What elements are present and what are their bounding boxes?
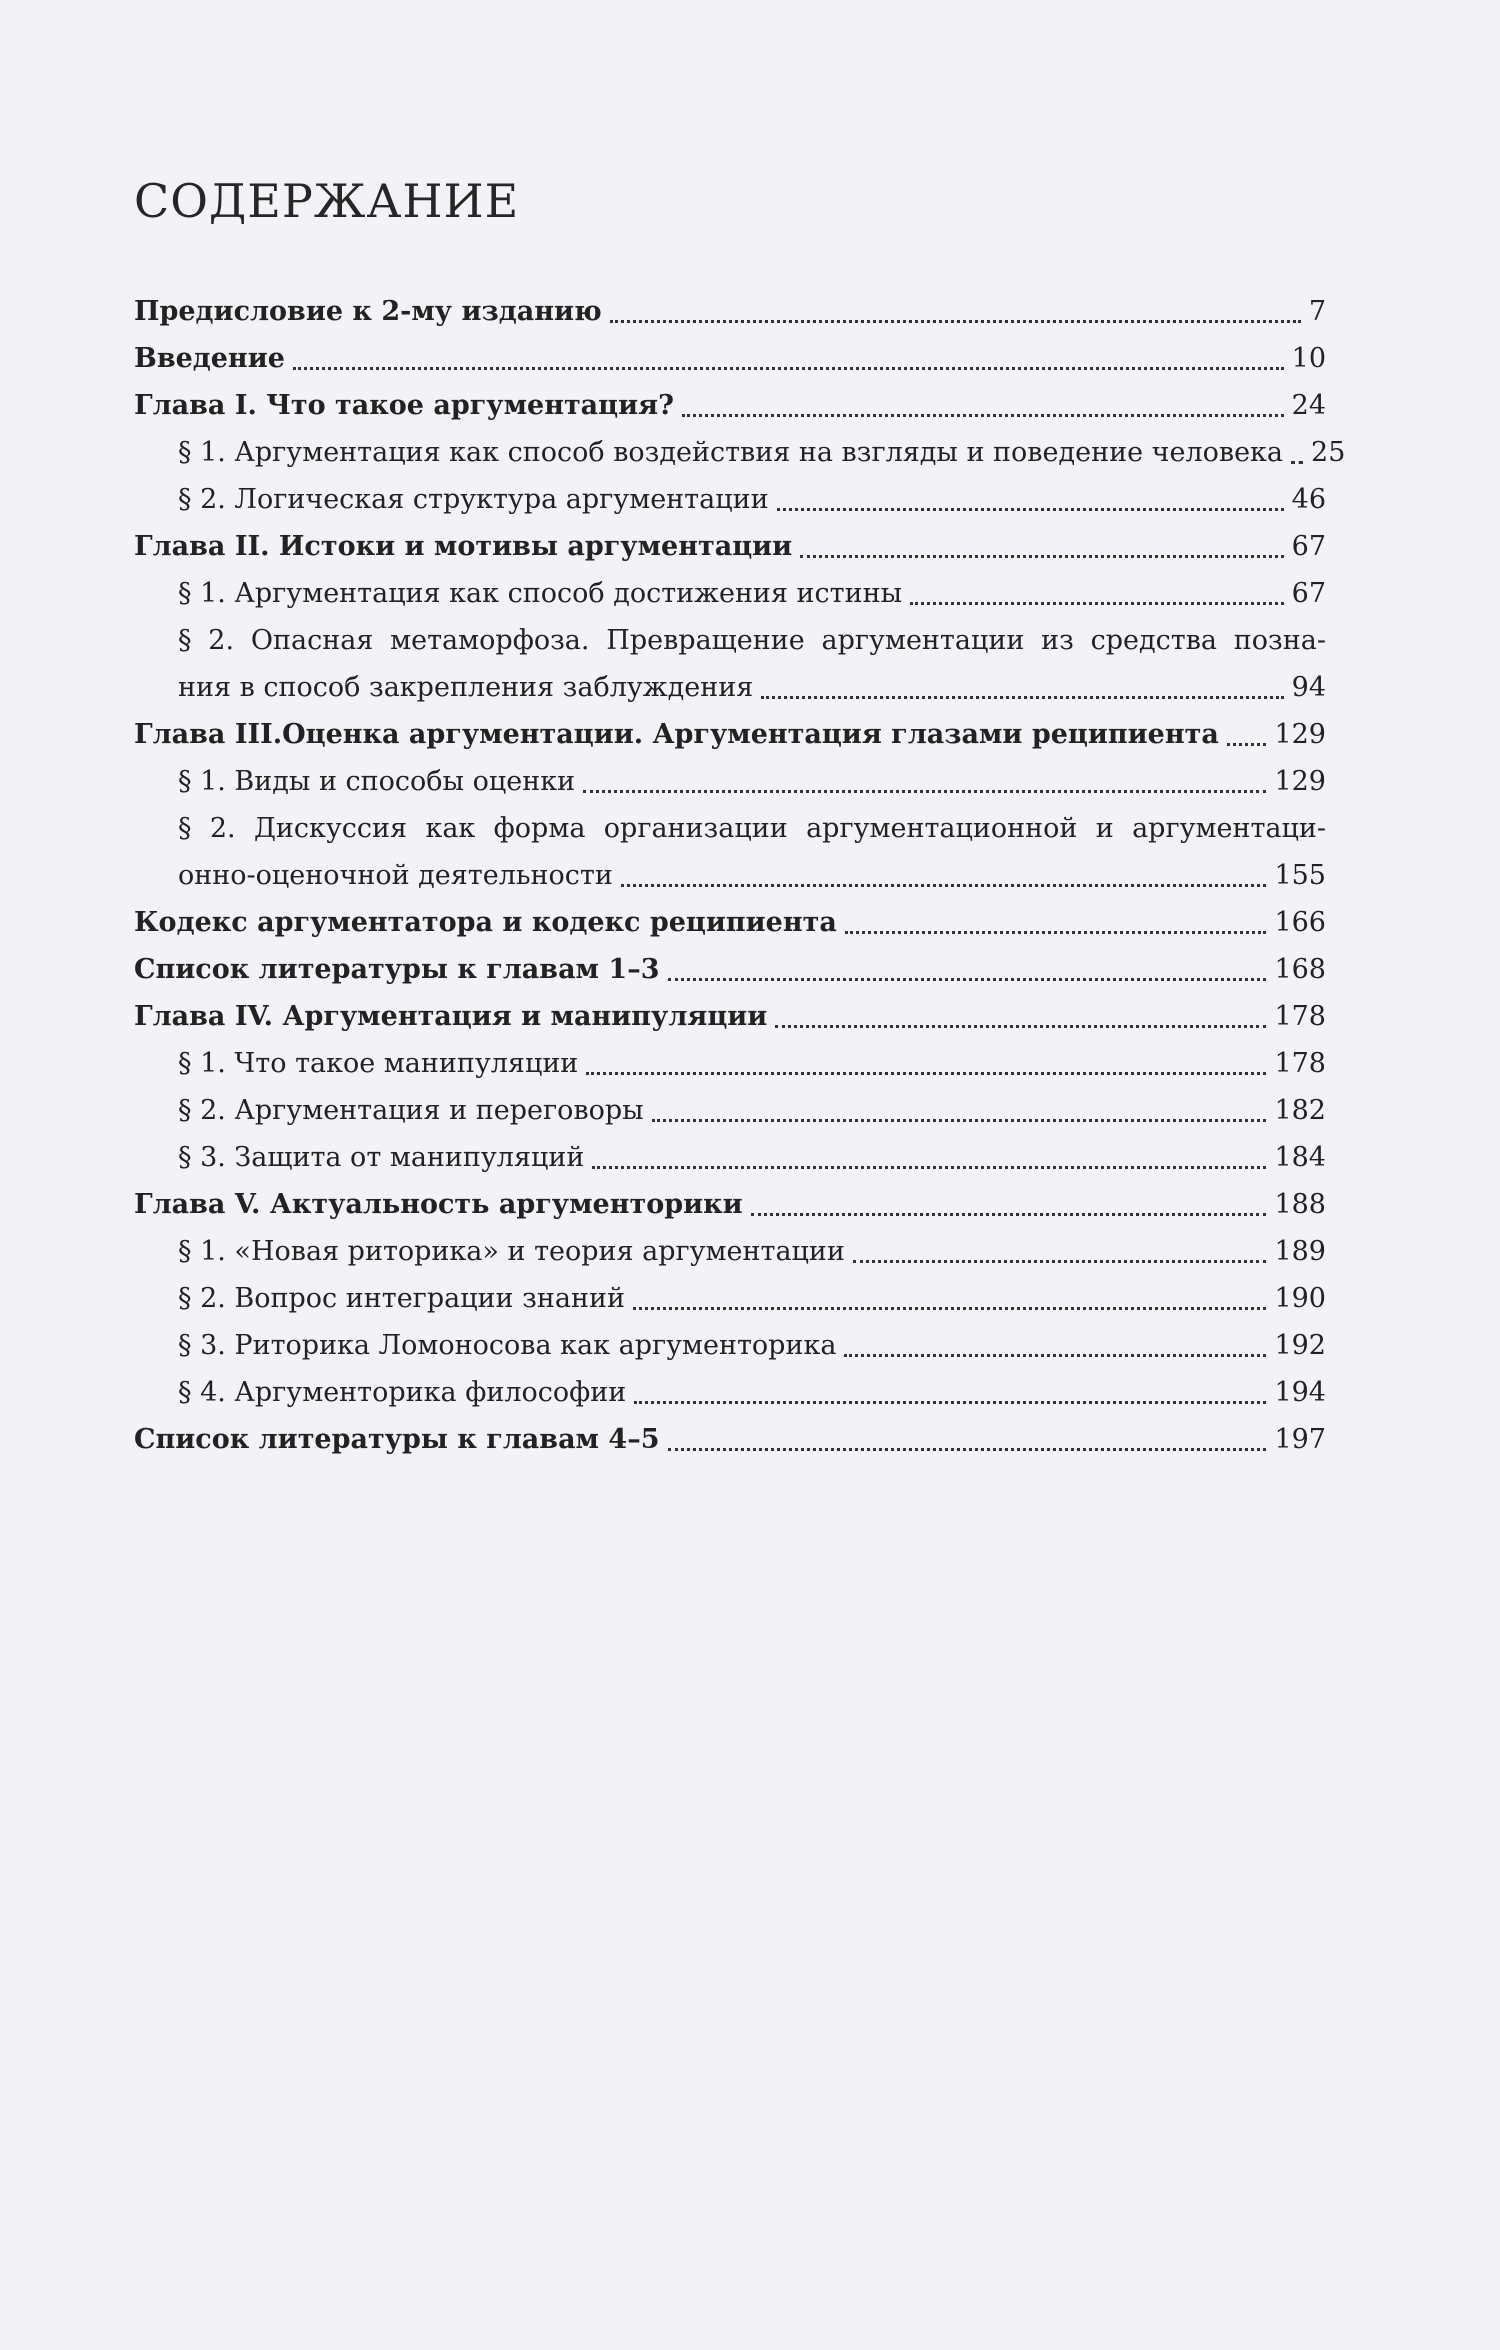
dot-leader [845,931,1267,934]
toc-entry-page: 192 [1274,1330,1326,1361]
toc-entry-section [134,1087,1326,1134]
toc-entry-references-1 [134,946,1326,993]
toc-entry-page: 129 [1274,719,1326,750]
toc-entry-page: 194 [1274,1377,1326,1408]
dot-leader [777,508,1284,511]
toc-entry-section [134,1369,1326,1416]
dot-leader [844,1354,1266,1357]
toc-entry-label: § 1. Аргументация как способ достижения истины [178,578,903,609]
toc-entry-label: § 1. Что такое манипуляции [178,1048,579,1079]
toc-entry-label: Глава II. Истоки и мотивы аргументации [134,531,793,562]
dot-leader [800,555,1283,558]
toc-entry-chapter-3 [134,711,1326,758]
toc-entry-page: 189 [1274,1236,1326,1267]
toc-entry-label: § 1. Виды и способы оценки [178,766,576,797]
toc-entry-page: 188 [1274,1189,1326,1220]
dot-leader [761,696,1283,699]
toc-entry-chapter-2 [134,523,1326,570]
toc-entry-page: 67 [1291,578,1326,609]
toc-entry-chapter-5 [134,1181,1326,1228]
toc-entry-section [134,1228,1326,1275]
dot-leader [910,602,1284,605]
toc-entry-page: 94 [1291,672,1326,703]
dot-leader [634,1401,1266,1404]
toc-entry-page: 178 [1274,1048,1326,1079]
toc-entry-page: 129 [1274,766,1326,797]
toc-entry-chapter-1 [134,382,1326,429]
toc-entry-page: 184 [1274,1142,1326,1173]
toc-entry-page: 190 [1274,1283,1326,1314]
dot-leader [610,320,1301,323]
toc-entry-label: § 2. Вопрос интеграции знаний [178,1283,625,1314]
toc-entry-preface [134,288,1326,335]
dot-leader [592,1166,1266,1169]
toc-entry-label: § 1. «Новая риторика» и теория аргументации [178,1236,845,1267]
toc-entry-label: Введение [134,343,285,374]
toc-entry-codex [134,899,1326,946]
toc-entry-page: 166 [1274,907,1326,938]
toc-entry-page: 182 [1274,1095,1326,1126]
toc-entry-page: 168 [1274,954,1326,985]
toc-entry-section [134,617,1326,711]
toc-entry-label: § 2. Аргументация и переговоры [178,1095,644,1126]
dot-leader [682,414,1284,417]
dot-leader [751,1213,1267,1216]
toc-entry-label-line-1: § 2. Опасная метаморфоза. Превращение аргументации из средства позна- [178,625,1326,656]
toc-entry-label: § 3. Защита от манипуляций [178,1142,585,1173]
dot-leader [621,884,1267,887]
toc-entry-label: Кодекс аргументатора и кодекс реципиента [134,907,837,938]
toc-entry-chapter-4 [134,993,1326,1040]
dot-leader [775,1025,1266,1028]
dot-leader [1291,461,1303,464]
dot-leader [633,1307,1267,1310]
dot-leader [652,1119,1267,1122]
toc-entry-section [134,429,1346,476]
toc-entry-section [134,1134,1326,1181]
toc-entry-page: 25 [1311,437,1346,468]
dot-leader [583,790,1266,793]
table-of-contents [134,288,1346,1463]
toc-entry-label: Глава III.Оценка аргументации. Аргументация глазами реципиента [134,719,1219,750]
dot-leader [668,978,1267,981]
dot-leader [1227,743,1267,746]
toc-entry-page: 46 [1291,484,1326,515]
dot-leader [668,1448,1267,1451]
toc-entry-page: 24 [1291,390,1326,421]
toc-entry-references-2 [134,1416,1326,1463]
toc-entry-label-line-2: ния в способ закрепления заблуждения [178,672,754,703]
toc-entry-label: Список литературы к главам 1–3 [134,954,660,985]
toc-entry-section [134,1040,1326,1087]
toc-entry-section [134,758,1326,805]
toc-entry-introduction [134,335,1326,382]
dot-leader [853,1260,1267,1263]
toc-entry-section [134,1322,1326,1369]
toc-entry-label: Глава V. Актуальность аргументорики [134,1189,743,1220]
toc-entry-label: § 4. Аргументорика философии [178,1377,627,1408]
toc-entry-label-line-2: онно-оценочной деятельности [178,860,613,891]
toc-entry-label: Глава I. Что такое аргументация? [134,390,674,421]
toc-entry-section [134,570,1326,617]
toc-entry-page: 178 [1274,1001,1326,1032]
toc-entry-label: Глава IV. Аргументация и манипуляции [134,1001,768,1032]
toc-entry-page: 197 [1274,1424,1326,1455]
dot-leader [586,1072,1266,1075]
toc-entry-section [134,1275,1326,1322]
toc-entry-page: 155 [1274,860,1326,891]
toc-entry-label: § 3. Риторика Ломоносова как аргументорика [178,1330,837,1361]
toc-entry-label: § 2. Логическая структура аргументации [178,484,769,515]
toc-entry-label-line-1: § 2. Дискуссия как форма организации аргументационной и аргументаци- [178,813,1326,844]
toc-entry-section [134,476,1326,523]
toc-entry-section [134,805,1326,899]
toc-entry-label: Предисловие к 2-му изданию [134,296,602,327]
toc-entry-label: Список литературы к главам 4–5 [134,1424,660,1455]
dot-leader [293,367,1284,370]
toc-entry-page: 10 [1291,343,1326,374]
page-title: СОДЕРЖАНИЕ [134,174,520,228]
toc-entry-page: 67 [1291,531,1326,562]
toc-entry-page: 7 [1308,296,1326,327]
toc-entry-label: § 1. Аргументация как способ воздействия на взгляды и поведение человека [178,437,1284,468]
